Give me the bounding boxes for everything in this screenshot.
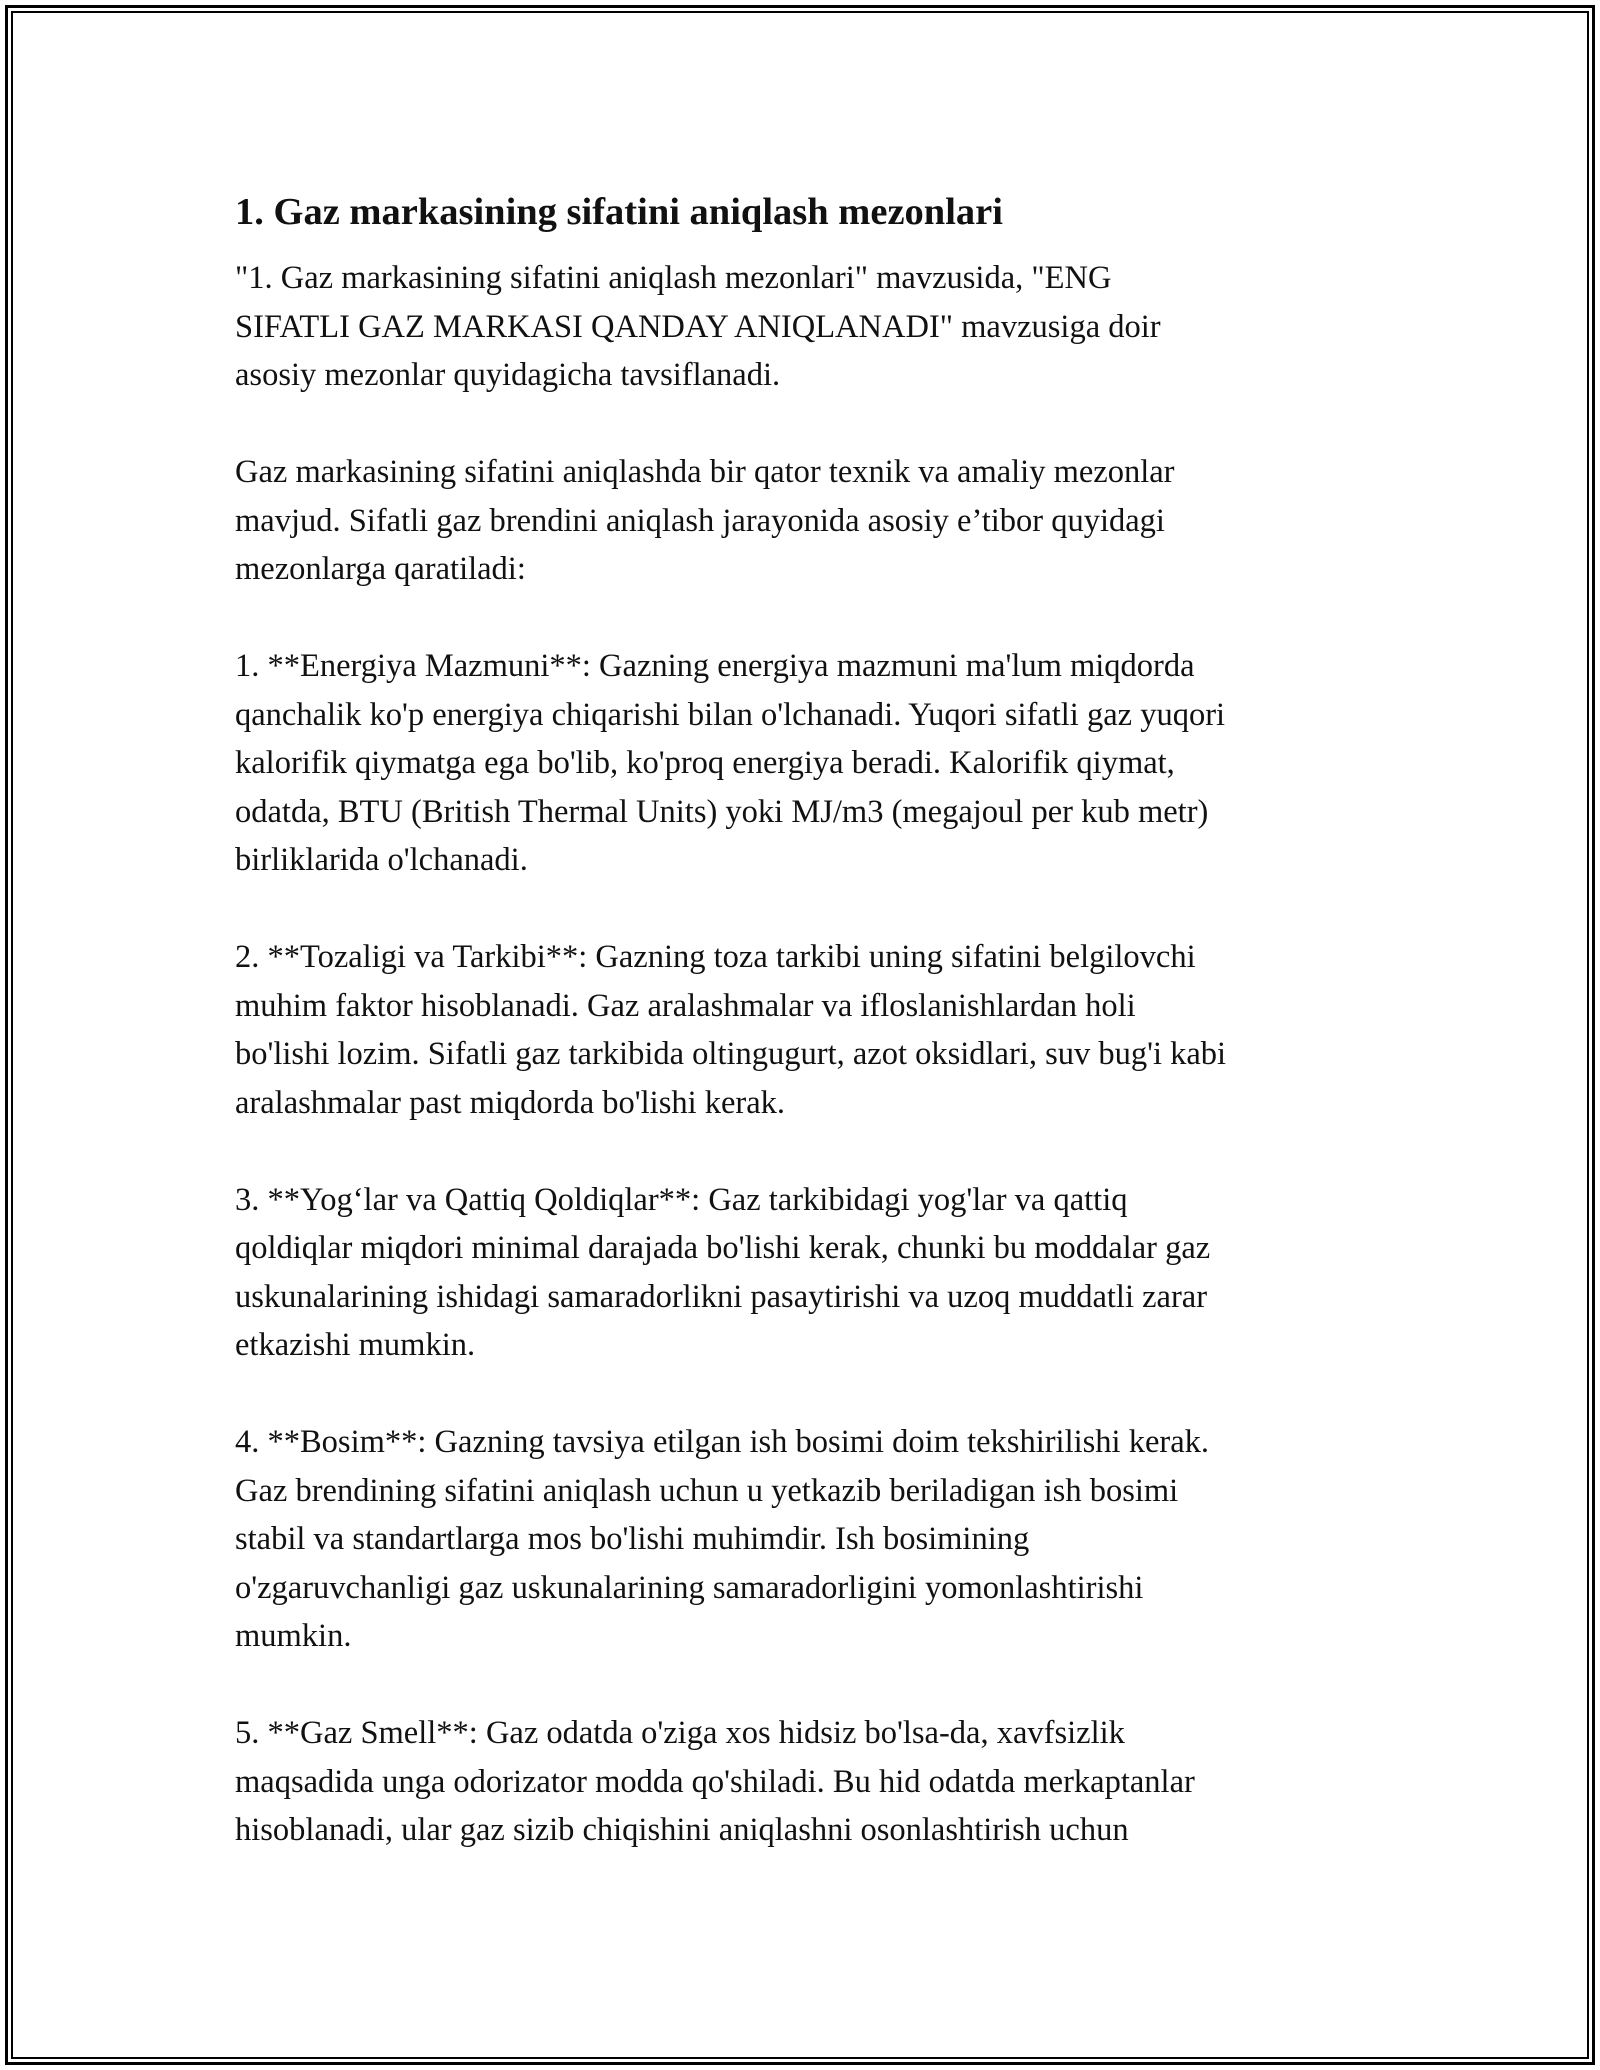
paragraph-oils-residues: 3. **Yog‘lar va Qattiq Qoldiqlar**: Gaz tarkibidagi yog'lar va qattiq qoldiqlar miqdori minimal darajada bo'lishi kerak, chunki bu moddalar gaz uskunalarining ishidagi samaradorlikni pasaytirishi va uzoq muddatli zarar etkazishi mumkin. [235,1181,1211,1363]
paragraph-pressure: 4. **Bosim**: Gazning tavsiya etilgan ish bosimi doim tekshirilishi kerak. Gaz brendining sifatini aniqlash uchun u yetkazib beriladigan ish bosimi stabil va standartlarga mos bo'lishi muhimdir. Ish bosimining o'zgaruvchanligi gaz uskunalarining samaradorligini yomonlashtirishi mumkin. [235,1424,1210,1654]
paragraph-overview: Gaz markasining sifatini aniqlashda bir qator texnik va amaliy mezonlar mavjud. Sifatli gaz brendini aniqlash jarayonida asosiy e’tibor quyidagi mezonlarga qaratiladi: [235,454,1175,587]
paragraph-purity-composition: 2. **Tozaligi va Tarkibi**: Gazning toza tarkibi uning sifatini belgilovchi muhim faktor hisoblanadi. Gaz aralashmalar va ifloslanishlardan holi bo'lishi lozim. Sifatli gaz tarkibida oltingugurt, azot oksidlari, suv bug'i kabi aralashmalar past miqdorda bo'lishi kerak. [235,939,1227,1121]
document-title: 1. Gaz markasining sifatini aniqlash mezonlari [235,191,1003,233]
paragraph-gas-smell: 5. **Gaz Smell**: Gaz odatda o'ziga xos hidsiz bo'lsa-da, xavfsizlik maqsadida unga odorizator modda qo'shiladi. Bu hid odatda merkaptanlar hisoblanadi, ular gaz sizib chiqishini aniqlashni osonlashtirish uchun [235,1715,1195,1848]
paragraph-intro: "1. Gaz markasining sifatini aniqlash mezonlari" mavzusida, "ENG SIFATLI GAZ MARKASI QANDAY ANIQLANADI" mavzusiga doir asosiy mezonlar quyidagicha tavsiflanadi. [235,260,1161,393]
paragraph-energy-content: 1. **Energiya Mazmuni**: Gazning energiya mazmuni ma'lum miqdorda qanchalik ko'p energiya chiqarishi bilan o'lchanadi. Yuqori sifatli gaz yuqori kalorifik qiymatga ega bo'lib, ko'proq energiya beradi. Kalorifik qiymat, odatda, BTU (British Thermal Units) yoki MJ/m3 (megajoul per kub metr) birliklarida o'lchanadi. [235,648,1226,878]
document-body [235,186,1365,1855]
